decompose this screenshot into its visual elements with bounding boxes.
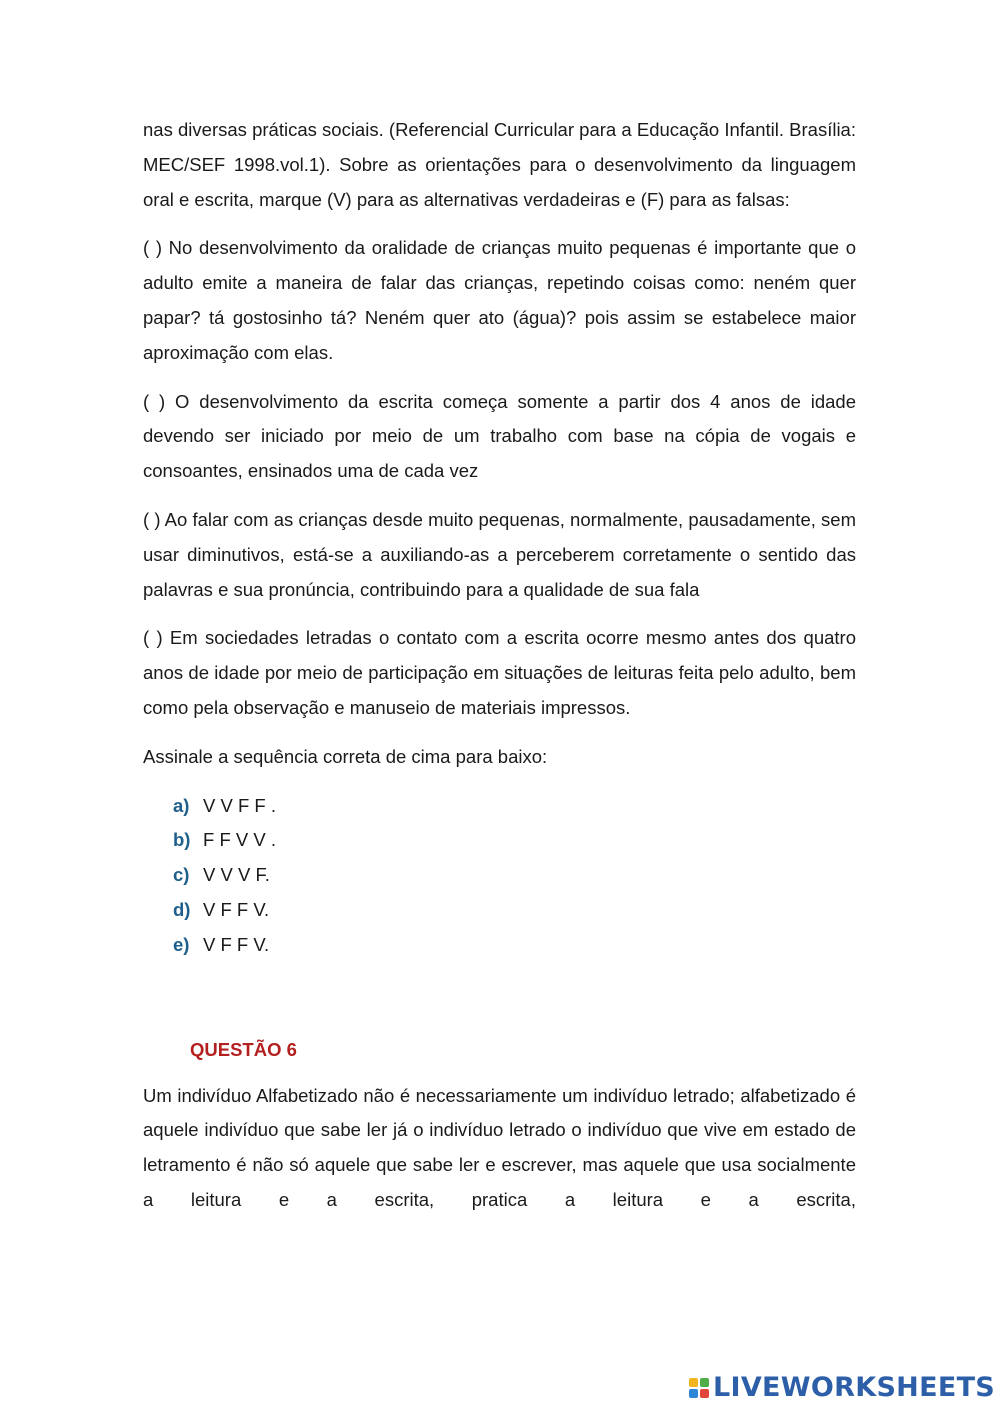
option-text: V V F F .	[203, 794, 276, 816]
logo-square-l	[689, 1378, 698, 1387]
option-letter: b)	[173, 829, 191, 851]
statement-2: ( ) O desenvolvimento da escrita começa somente a partir dos 4 anos de idade devendo ser iniciado por meio de um trabalho com base na cópia de vogais e consoantes, ensinados uma de cada vez	[143, 390, 856, 482]
option-text: V F F V.	[203, 933, 270, 955]
option-text: V V V F.	[203, 864, 270, 886]
option-e[interactable]	[173, 928, 856, 963]
option-d[interactable]	[173, 893, 856, 928]
option-b[interactable]	[173, 823, 856, 858]
statement-1: ( ) No desenvolvimento da oralidade de crianças muito pequenas é importante que o adulto emite a maneira de falar das crianças, repetindo coisas como: neném quer papar? tá gostosinho tá? Neném quer ato (água)? pois assim se estabelece maior aproximação com elas.	[143, 237, 856, 363]
option-c[interactable]	[173, 858, 856, 893]
liveworksheets-logo-icon	[689, 1378, 709, 1398]
statement-3: ( ) Ao falar com as crianças desde muito pequenas, normalmente, pausadamente, sem usar diminutivos, está-se a auxiliando-as a perceberem corretamente o sentido das palavras e sua pronúncia, contribuindo para a qualidade de sua fala	[143, 508, 856, 600]
option-letter: d)	[173, 898, 191, 920]
option-text: V F F V.	[203, 898, 270, 920]
instruction-text: Assinale a sequência correta de cima para baixo:	[143, 745, 548, 767]
logo-square-e	[700, 1389, 709, 1398]
option-letter: c)	[173, 864, 190, 886]
option-text: F F V V .	[203, 829, 276, 851]
option-letter: e)	[173, 933, 190, 955]
question-6-title: QUESTÃO 6	[190, 1038, 297, 1060]
answer-options	[173, 789, 856, 963]
liveworksheets-logo[interactable]	[689, 1373, 995, 1403]
logo-square-i	[700, 1378, 709, 1387]
question-6-paragraph: Um indivíduo Alfabetizado não é necessariamente um indivíduo letrado; alfabetizado é aquele indivíduo que sabe ler já o indivíduo letrado o indivíduo que vive em estado de letramento é não só aquele que sabe ler e escrever, mas aquele que usa socialmente a leitura e a escrita, pratica a leitura e a escrita,	[143, 1084, 856, 1210]
liveworksheets-brand-text: LIVEWORKSHEETS	[713, 1372, 996, 1403]
worksheet-page	[143, 113, 856, 1232]
statement-4: ( ) Em sociedades letradas o contato com a escrita ocorre mesmo antes dos quatro anos de idade por meio de participação em situações de leituras feita pelo adulto, bem como pela observação e manuseio de materiais impressos.	[143, 627, 856, 718]
intro-paragraph: nas diversas práticas sociais. (Referencial Curricular para a Educação Infantil. Brasília: MEC/SEF 1998.vol.1). Sobre as orientações para o desenvolvimento da linguagem oral e escrita, marque (V) para as alternativas verdadeiras e (F) para as falsas:	[143, 119, 856, 210]
logo-square-v	[689, 1389, 698, 1398]
option-letter: a)	[173, 794, 190, 816]
option-a[interactable]	[173, 789, 856, 824]
